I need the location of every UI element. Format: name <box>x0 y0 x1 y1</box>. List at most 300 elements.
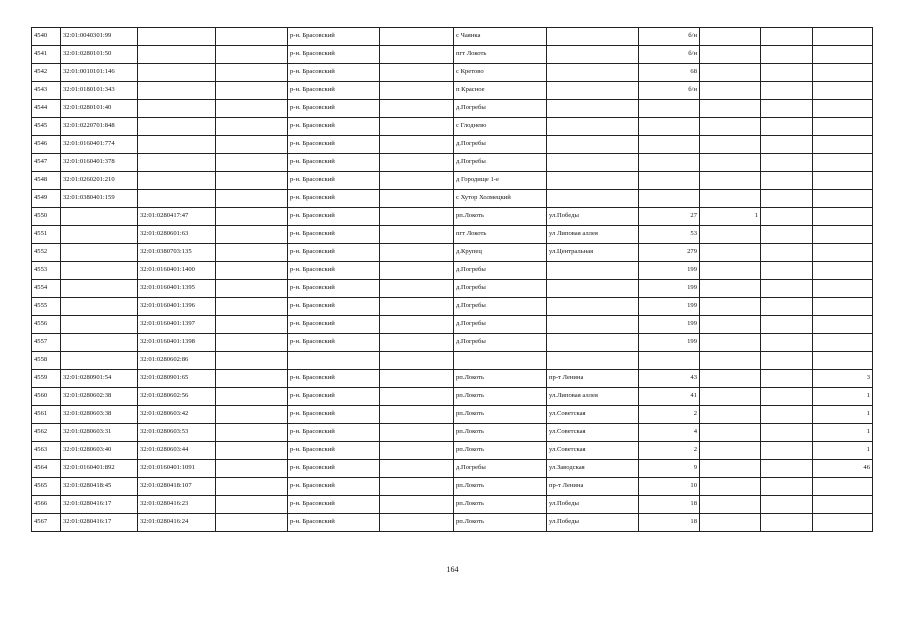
building-cell <box>700 244 761 262</box>
old-cadastral-number-cell: 32:01:0280101:40 <box>61 100 138 118</box>
table-row <box>32 442 873 460</box>
table-row <box>32 100 873 118</box>
table-row <box>32 118 873 136</box>
building-cell <box>700 226 761 244</box>
blank-column-cell <box>216 280 288 298</box>
settlement-cell: рп.Локоть <box>454 406 547 424</box>
settlement-cell: д.Крупец <box>454 244 547 262</box>
blank-column-2-cell <box>380 442 454 460</box>
premises-number-cell: 1 <box>813 406 873 424</box>
apartment-cell <box>761 388 813 406</box>
street-cell <box>547 136 639 154</box>
building-cell <box>700 334 761 352</box>
house-number-cell <box>639 118 700 136</box>
premises-number-cell <box>813 46 873 64</box>
settlement-cell: д.Погребы <box>454 100 547 118</box>
apartment-cell <box>761 154 813 172</box>
row-number-cell: 4540 <box>32 28 61 46</box>
premises-number-cell: 1 <box>813 424 873 442</box>
row-number-cell: 4547 <box>32 154 61 172</box>
cadastral-number-cell: 32:01:0280901:65 <box>138 370 216 388</box>
settlement-cell: д.Погребы <box>454 154 547 172</box>
street-cell <box>547 262 639 280</box>
cadastral-number-cell: 32:01:0160401:1400 <box>138 262 216 280</box>
blank-column-2-cell <box>380 64 454 82</box>
street-cell: ул.Победы <box>547 496 639 514</box>
table-row <box>32 28 873 46</box>
house-number-cell: 199 <box>639 298 700 316</box>
old-cadastral-number-cell: 32:01:0180101:343 <box>61 82 138 100</box>
premises-number-cell <box>813 64 873 82</box>
apartment-cell <box>761 442 813 460</box>
table-row <box>32 478 873 496</box>
cadastral-number-cell <box>138 136 216 154</box>
house-number-cell <box>639 190 700 208</box>
settlement-cell: п Красное <box>454 82 547 100</box>
blank-column-2-cell <box>380 100 454 118</box>
apartment-cell <box>761 190 813 208</box>
row-number-cell: 4563 <box>32 442 61 460</box>
old-cadastral-number-cell: 32:01:0040301:99 <box>61 28 138 46</box>
apartment-cell <box>761 424 813 442</box>
blank-column-cell <box>216 298 288 316</box>
old-cadastral-number-cell: 32:01:0280603:38 <box>61 406 138 424</box>
old-cadastral-number-cell: 32:01:0160401:774 <box>61 136 138 154</box>
table-row <box>32 154 873 172</box>
row-number-cell: 4543 <box>32 82 61 100</box>
table-row <box>32 226 873 244</box>
old-cadastral-number-cell: 32:01:0280416:17 <box>61 496 138 514</box>
blank-column-2-cell <box>380 478 454 496</box>
row-number-cell: 4555 <box>32 298 61 316</box>
blank-column-cell <box>216 82 288 100</box>
house-number-cell <box>639 154 700 172</box>
blank-column-cell <box>216 46 288 64</box>
old-cadastral-number-cell <box>61 208 138 226</box>
apartment-cell <box>761 280 813 298</box>
apartment-cell <box>761 514 813 532</box>
building-cell <box>700 478 761 496</box>
apartment-cell <box>761 226 813 244</box>
blank-column-2-cell <box>380 28 454 46</box>
table-row <box>32 46 873 64</box>
street-cell: ул.Советская <box>547 442 639 460</box>
cadastral-number-cell <box>138 118 216 136</box>
building-cell <box>700 262 761 280</box>
old-cadastral-number-cell: 32:01:0220701:848 <box>61 118 138 136</box>
apartment-cell <box>761 28 813 46</box>
blank-column-cell <box>216 226 288 244</box>
district-cell: р-н. Брасовский <box>288 154 380 172</box>
page-number: 164 <box>446 565 459 574</box>
blank-column-cell <box>216 64 288 82</box>
premises-number-cell <box>813 118 873 136</box>
row-number-cell: 4557 <box>32 334 61 352</box>
row-number-cell: 4562 <box>32 424 61 442</box>
settlement-cell <box>454 352 547 370</box>
building-cell <box>700 190 761 208</box>
blank-column-cell <box>216 244 288 262</box>
house-number-cell: 27 <box>639 208 700 226</box>
old-cadastral-number-cell: 32:01:0280603:31 <box>61 424 138 442</box>
apartment-cell <box>761 244 813 262</box>
building-cell <box>700 154 761 172</box>
row-number-cell: 4545 <box>32 118 61 136</box>
old-cadastral-number-cell: 32:01:0280602:38 <box>61 388 138 406</box>
premises-number-cell <box>813 154 873 172</box>
apartment-cell <box>761 262 813 280</box>
old-cadastral-number-cell: 32:01:0160401:378 <box>61 154 138 172</box>
old-cadastral-number-cell: 32:01:0280901:54 <box>61 370 138 388</box>
district-cell: р-н. Брасовский <box>288 46 380 64</box>
settlement-cell: с Чаянка <box>454 28 547 46</box>
street-cell: ул.Заводская <box>547 460 639 478</box>
apartment-cell <box>761 298 813 316</box>
cadastral-number-cell: 32:01:0280603:42 <box>138 406 216 424</box>
street-cell <box>547 100 639 118</box>
cadastral-number-cell: 32:01:0380703:135 <box>138 244 216 262</box>
building-cell <box>700 460 761 478</box>
district-cell: р-н. Брасовский <box>288 298 380 316</box>
cadastral-number-cell: 32:01:0160401:1396 <box>138 298 216 316</box>
cadastral-number-cell: 32:01:0160401:1395 <box>138 280 216 298</box>
house-number-cell: 199 <box>639 262 700 280</box>
cadastral-number-cell: 32:01:0280416:24 <box>138 514 216 532</box>
blank-column-2-cell <box>380 370 454 388</box>
blank-column-2-cell <box>380 496 454 514</box>
cadastral-number-cell: 32:01:0160401:1398 <box>138 334 216 352</box>
district-cell: р-н. Брасовский <box>288 136 380 154</box>
building-cell <box>700 352 761 370</box>
blank-column-2-cell <box>380 352 454 370</box>
cadastral-number-cell <box>138 154 216 172</box>
blank-column-cell <box>216 208 288 226</box>
settlement-cell: пгт Локоть <box>454 226 547 244</box>
row-number-cell: 4542 <box>32 64 61 82</box>
row-number-cell: 4549 <box>32 190 61 208</box>
street-cell: ул.Советская <box>547 424 639 442</box>
street-cell: ул.Победы <box>547 208 639 226</box>
settlement-cell: рп.Локоть <box>454 370 547 388</box>
blank-column-cell <box>216 136 288 154</box>
row-number-cell: 4560 <box>32 388 61 406</box>
blank-column-cell <box>216 190 288 208</box>
row-number-cell: 4556 <box>32 316 61 334</box>
blank-column-2-cell <box>380 262 454 280</box>
building-cell <box>700 136 761 154</box>
district-cell: р-н. Брасовский <box>288 100 380 118</box>
street-cell: ул.Советская <box>547 406 639 424</box>
settlement-cell: д.Погребы <box>454 298 547 316</box>
premises-number-cell <box>813 28 873 46</box>
house-number-cell: 68 <box>639 64 700 82</box>
building-cell <box>700 28 761 46</box>
building-cell: 1 <box>700 208 761 226</box>
old-cadastral-number-cell: 32:01:0160401:892 <box>61 460 138 478</box>
apartment-cell <box>761 460 813 478</box>
district-cell: р-н. Брасовский <box>288 226 380 244</box>
blank-column-2-cell <box>380 424 454 442</box>
row-number-cell: 4548 <box>32 172 61 190</box>
street-cell <box>547 280 639 298</box>
district-cell: р-н. Брасовский <box>288 424 380 442</box>
building-cell <box>700 406 761 424</box>
blank-column-2-cell <box>380 280 454 298</box>
district-cell: р-н. Брасовский <box>288 496 380 514</box>
table-row <box>32 244 873 262</box>
street-cell: ул.Липовая аллея <box>547 388 639 406</box>
old-cadastral-number-cell: 32:01:0280603:40 <box>61 442 138 460</box>
building-cell <box>700 46 761 64</box>
old-cadastral-number-cell <box>61 316 138 334</box>
table-row <box>32 298 873 316</box>
registry-table <box>31 27 873 532</box>
premises-number-cell <box>813 226 873 244</box>
old-cadastral-number-cell <box>61 352 138 370</box>
cadastral-number-cell <box>138 64 216 82</box>
blank-column-2-cell <box>380 388 454 406</box>
cadastral-number-cell <box>138 172 216 190</box>
house-number-cell <box>639 352 700 370</box>
settlement-cell: рп.Локоть <box>454 478 547 496</box>
district-cell: р-н. Брасовский <box>288 64 380 82</box>
house-number-cell: б/н <box>639 46 700 64</box>
cadastral-number-cell <box>138 46 216 64</box>
blank-column-2-cell <box>380 514 454 532</box>
premises-number-cell: 1 <box>813 388 873 406</box>
blank-column-2-cell <box>380 154 454 172</box>
old-cadastral-number-cell: 32:01:0280416:17 <box>61 514 138 532</box>
premises-number-cell <box>813 514 873 532</box>
blank-column-cell <box>216 118 288 136</box>
blank-column-cell <box>216 172 288 190</box>
row-number-cell: 4559 <box>32 370 61 388</box>
district-cell: р-н. Брасовский <box>288 208 380 226</box>
blank-column-cell <box>216 514 288 532</box>
table-row <box>32 424 873 442</box>
row-number-cell: 4541 <box>32 46 61 64</box>
house-number-cell: 199 <box>639 316 700 334</box>
district-cell: р-н. Брасовский <box>288 244 380 262</box>
district-cell: р-н. Брасовский <box>288 334 380 352</box>
apartment-cell <box>761 118 813 136</box>
district-cell: р-н. Брасовский <box>288 262 380 280</box>
settlement-cell: пгт Локоть <box>454 46 547 64</box>
settlement-cell: рп.Локоть <box>454 424 547 442</box>
street-cell <box>547 352 639 370</box>
blank-column-cell <box>216 460 288 478</box>
table-row <box>32 208 873 226</box>
cadastral-number-cell <box>138 190 216 208</box>
settlement-cell: с Кретово <box>454 64 547 82</box>
house-number-cell: б/н <box>639 28 700 46</box>
house-number-cell <box>639 172 700 190</box>
building-cell <box>700 172 761 190</box>
row-number-cell: 4551 <box>32 226 61 244</box>
district-cell: р-н. Брасовский <box>288 370 380 388</box>
settlement-cell: рп.Локоть <box>454 442 547 460</box>
premises-number-cell <box>813 190 873 208</box>
premises-number-cell <box>813 280 873 298</box>
cadastral-number-cell: 32:01:0160401:1397 <box>138 316 216 334</box>
table-row <box>32 406 873 424</box>
cadastral-number-cell: 32:01:0280416:23 <box>138 496 216 514</box>
premises-number-cell <box>813 100 873 118</box>
street-cell: ул Липовая аллея <box>547 226 639 244</box>
table-row <box>32 280 873 298</box>
row-number-cell: 4566 <box>32 496 61 514</box>
row-number-cell: 4567 <box>32 514 61 532</box>
cadastral-number-cell: 32:01:0160401:1091 <box>138 460 216 478</box>
settlement-cell: д.Погребы <box>454 280 547 298</box>
row-number-cell: 4561 <box>32 406 61 424</box>
registry-body <box>32 28 873 532</box>
street-cell: пр-т Ленина <box>547 478 639 496</box>
blank-column-cell <box>216 424 288 442</box>
building-cell <box>700 370 761 388</box>
building-cell <box>700 496 761 514</box>
blank-column-cell <box>216 442 288 460</box>
house-number-cell: 199 <box>639 334 700 352</box>
blank-column-2-cell <box>380 172 454 190</box>
apartment-cell <box>761 100 813 118</box>
settlement-cell: д.Погребы <box>454 136 547 154</box>
blank-column-2-cell <box>380 46 454 64</box>
settlement-cell: рп.Локоть <box>454 208 547 226</box>
house-number-cell: 4 <box>639 424 700 442</box>
premises-number-cell: 1 <box>813 442 873 460</box>
apartment-cell <box>761 496 813 514</box>
blank-column-2-cell <box>380 136 454 154</box>
blank-column-cell <box>216 154 288 172</box>
settlement-cell: рп.Локоть <box>454 514 547 532</box>
district-cell: р-н. Брасовский <box>288 118 380 136</box>
cadastral-number-cell: 32:01:0280603:53 <box>138 424 216 442</box>
street-cell <box>547 82 639 100</box>
settlement-cell: д.Погребы <box>454 262 547 280</box>
building-cell <box>700 442 761 460</box>
blank-column-2-cell <box>380 82 454 100</box>
old-cadastral-number-cell: 32:01:0010101:146 <box>61 64 138 82</box>
settlement-cell: рп.Локоть <box>454 496 547 514</box>
house-number-cell: 2 <box>639 406 700 424</box>
blank-column-cell <box>216 478 288 496</box>
house-number-cell: 279 <box>639 244 700 262</box>
table-row <box>32 496 873 514</box>
premises-number-cell <box>813 244 873 262</box>
house-number-cell: б/н <box>639 82 700 100</box>
street-cell <box>547 118 639 136</box>
row-number-cell: 4564 <box>32 460 61 478</box>
cadastral-number-cell: 32:01:0280603:44 <box>138 442 216 460</box>
table-row <box>32 370 873 388</box>
premises-number-cell <box>813 298 873 316</box>
building-cell <box>700 82 761 100</box>
district-cell: р-н. Брасовский <box>288 514 380 532</box>
table-row <box>32 82 873 100</box>
old-cadastral-number-cell: 32:01:0280101:50 <box>61 46 138 64</box>
cadastral-number-cell: 32:01:0280602:86 <box>138 352 216 370</box>
premises-number-cell: 46 <box>813 460 873 478</box>
street-cell <box>547 172 639 190</box>
apartment-cell <box>761 316 813 334</box>
blank-column-2-cell <box>380 118 454 136</box>
premises-number-cell <box>813 478 873 496</box>
settlement-cell: д.Погребы <box>454 460 547 478</box>
house-number-cell: 18 <box>639 514 700 532</box>
blank-column-cell <box>216 316 288 334</box>
table-row <box>32 514 873 532</box>
blank-column-2-cell <box>380 334 454 352</box>
table-row <box>32 388 873 406</box>
blank-column-2-cell <box>380 406 454 424</box>
blank-column-2-cell <box>380 190 454 208</box>
district-cell: р-н. Брасовский <box>288 388 380 406</box>
street-cell <box>547 64 639 82</box>
district-cell: р-н. Брасовский <box>288 478 380 496</box>
blank-column-cell <box>216 334 288 352</box>
apartment-cell <box>761 82 813 100</box>
table-row <box>32 460 873 478</box>
district-cell <box>288 352 380 370</box>
street-cell <box>547 334 639 352</box>
premises-number-cell: 3 <box>813 370 873 388</box>
old-cadastral-number-cell <box>61 280 138 298</box>
blank-column-2-cell <box>380 298 454 316</box>
table-row <box>32 262 873 280</box>
premises-number-cell <box>813 82 873 100</box>
street-cell: пр-т Ленина <box>547 370 639 388</box>
house-number-cell: 10 <box>639 478 700 496</box>
cadastral-number-cell <box>138 100 216 118</box>
premises-number-cell <box>813 136 873 154</box>
row-number-cell: 4554 <box>32 280 61 298</box>
street-cell <box>547 28 639 46</box>
street-cell <box>547 298 639 316</box>
row-number-cell: 4550 <box>32 208 61 226</box>
cadastral-number-cell: 32:01:0280602:56 <box>138 388 216 406</box>
cadastral-number-cell: 32:01:0280417:47 <box>138 208 216 226</box>
settlement-cell: д.Погребы <box>454 334 547 352</box>
building-cell <box>700 280 761 298</box>
street-cell <box>547 190 639 208</box>
apartment-cell <box>761 64 813 82</box>
district-cell: р-н. Брасовский <box>288 406 380 424</box>
blank-column-cell <box>216 352 288 370</box>
table-row <box>32 316 873 334</box>
blank-column-2-cell <box>380 244 454 262</box>
old-cadastral-number-cell: 32:01:0380401:159 <box>61 190 138 208</box>
building-cell <box>700 100 761 118</box>
premises-number-cell <box>813 208 873 226</box>
settlement-cell: рп.Локоть <box>454 388 547 406</box>
street-cell: ул.Победы <box>547 514 639 532</box>
building-cell <box>700 424 761 442</box>
street-cell <box>547 316 639 334</box>
blank-column-cell <box>216 388 288 406</box>
apartment-cell <box>761 208 813 226</box>
table-row <box>32 64 873 82</box>
premises-number-cell <box>813 496 873 514</box>
street-cell <box>547 154 639 172</box>
blank-column-cell <box>216 100 288 118</box>
district-cell: р-н. Брасовский <box>288 190 380 208</box>
row-number-cell: 4546 <box>32 136 61 154</box>
row-number-cell: 4552 <box>32 244 61 262</box>
house-number-cell: 2 <box>639 442 700 460</box>
house-number-cell: 9 <box>639 460 700 478</box>
premises-number-cell <box>813 316 873 334</box>
